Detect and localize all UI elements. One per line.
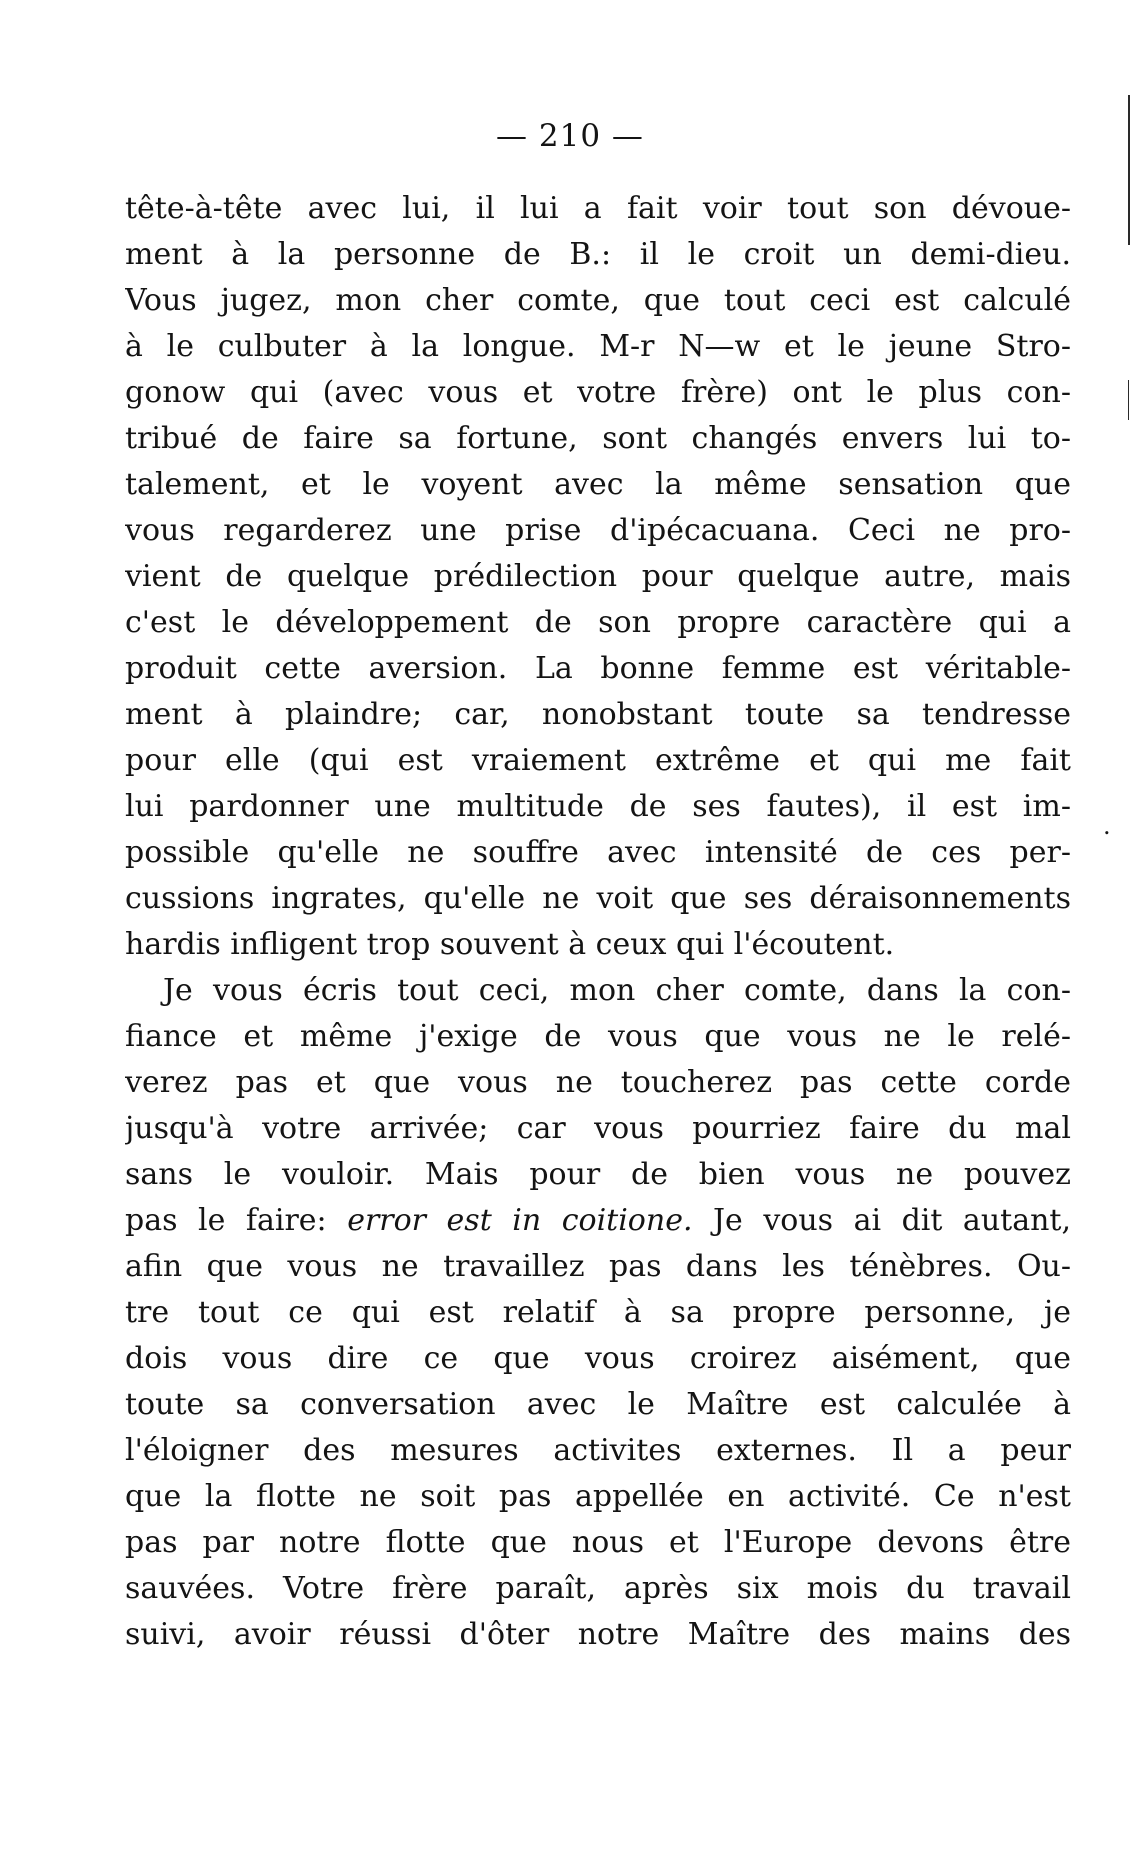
body-text	[125, 186, 1071, 1658]
page-number: — 210 —	[496, 118, 644, 154]
text-line: pour elle (qui est vraiement extrême et qui me fait	[125, 743, 1071, 778]
text-line: tre tout ce qui est relatif à sa propre personne, je	[125, 1295, 1071, 1330]
text-line: sauvées. Votre frère paraît, après six mois du travail	[125, 1571, 1071, 1606]
margin-rule	[1128, 380, 1129, 420]
text-fragment: Je vous ai dit autant,	[692, 1203, 1071, 1238]
text-line: possible qu'elle ne souffre avec intensité de ces per-	[125, 835, 1071, 870]
text-fragment: pas le faire:	[125, 1203, 348, 1238]
text-line: lui pardonner une multitude de ses fautes), il est im-	[125, 789, 1071, 824]
text-line: pas par notre flotte que nous et l'Europe devons être	[125, 1525, 1071, 1560]
text-line: c'est le développement de son propre caractère qui a	[125, 605, 1071, 640]
text-line: cussions ingrates, qu'elle ne voit que ses déraisonnements	[125, 881, 1071, 916]
text-line: Vous jugez, mon cher comte, que tout ceci est calculé	[125, 283, 1071, 318]
text-line: que la flotte ne soit pas appellée en activité. Ce n'est	[125, 1479, 1071, 1514]
text-line: talement, et le voyent avec la même sensation que	[125, 467, 1071, 502]
text-line-with-italic	[125, 1198, 1071, 1244]
text-line: sans le vouloir. Mais pour de bien vous ne pouvez	[125, 1157, 1071, 1192]
text-line: suivi, avoir réussi d'ôter notre Maître des mains des	[125, 1617, 1071, 1652]
text-line: vous regarderez une prise d'ipécacuana. Ceci ne pro-	[125, 513, 1071, 548]
text-line: jusqu'à votre arrivée; car vous pourriez faire du mal	[125, 1111, 1071, 1146]
text-line: ment à la personne de B.: il le croit un demi-dieu.	[125, 237, 1071, 272]
latin-phrase-italic: error est in coitione.	[347, 1203, 693, 1238]
text-line: hardis infligent trop souvent à ceux qui l'écoutent.	[125, 927, 895, 962]
margin-rule	[1128, 95, 1130, 245]
text-line: vient de quelque prédilection pour quelque autre, mais	[125, 559, 1071, 594]
text-line: tête-à-tête avec lui, il lui a fait voir tout son dévoue-	[125, 191, 1071, 226]
text-line: toute sa conversation avec le Maître est calculée à	[125, 1387, 1071, 1422]
text-line: afin que vous ne travaillez pas dans les ténèbres. Ou-	[125, 1249, 1071, 1284]
text-line: tribué de faire sa fortune, sont changés envers lui to-	[125, 421, 1071, 456]
text-line: l'éloigner des mesures activites externes. Il a peur	[125, 1433, 1071, 1468]
text-line: gonow qui (avec vous et votre frère) ont le plus con-	[125, 375, 1071, 410]
text-line: produit cette aversion. La bonne femme est véritable-	[125, 651, 1071, 686]
margin-mark: .	[1103, 812, 1111, 840]
text-line: ment à plaindre; car, nonobstant toute sa tendresse	[125, 697, 1071, 732]
paragraph-start-line: Je vous écris tout ceci, mon cher comte, dans la con-	[163, 973, 1071, 1008]
text-line: fiance et même j'exige de vous que vous ne le relé-	[125, 1019, 1071, 1054]
text-line: verez pas et que vous ne toucherez pas cette corde	[125, 1065, 1071, 1100]
text-line: dois vous dire ce que vous croirez aisément, que	[125, 1341, 1071, 1376]
text-line: à le culbuter à la longue. M-r N—w et le jeune Stro-	[125, 329, 1071, 364]
